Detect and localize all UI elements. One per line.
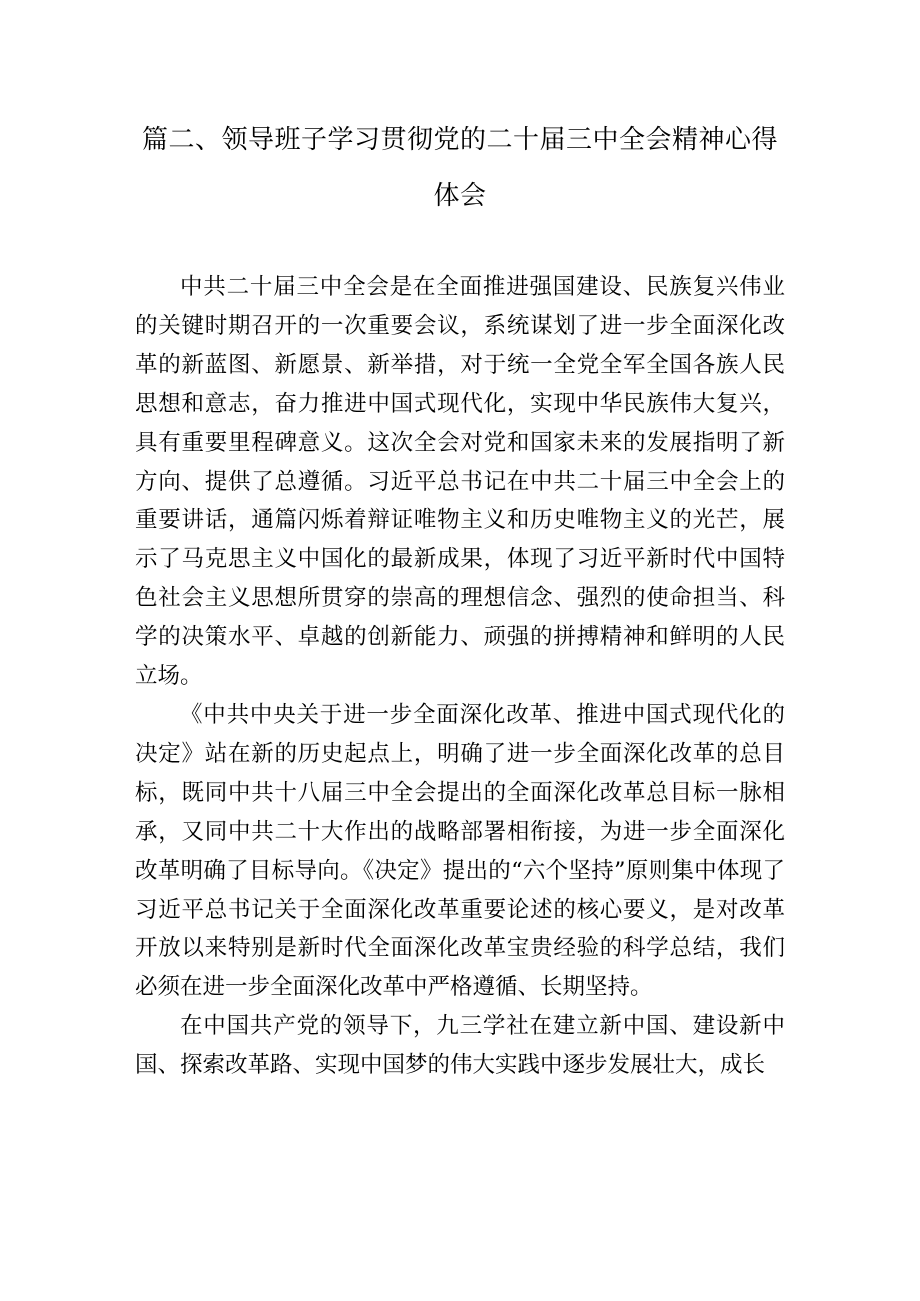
document-body bbox=[135, 268, 785, 1085]
paragraph: 在中国共产党的领导下，九三学社在建立新中国、建设新中国、探索改革路、实现中国梦的伟大实践中逐步发展壮大，成长 bbox=[135, 1013, 785, 1079]
paragraph: 《中共中央关于进一步全面深化改革、推进中国式现代化的决定》站在新的历史起点上，明确了进一步全面深化改革的总目标，既同中共十八届三中全会提出的全面深化改革总目标一脉相承，又同中共二十大作出的战略部署相衔接，为进一步全面深化改革明确了目标导向。《决定》提出的“六个坚持”原则集中体现了习近平总书记关于全面深化改革重要论述的核心要义，是对改革开放以来特别是新时代全面深化改革宝贵经验的科学总结，我们必须在进一步全面深化改革中严格遵循、长期坚持。 bbox=[135, 701, 785, 1001]
document-title: 篇二、领导班子学习贯彻党的二十届三中全会精神心得体会 bbox=[141, 125, 778, 211]
paragraph: 中共二十届三中全会是在全面推进强国建设、民族复兴伟业的关键时期召开的一次重要会议，系统谋划了进一步全面深化改革的新蓝图、新愿景、新举措，对于统一全党全军全国各族人民思想和意志，奋力推进中国式现代化，实现中华民族伟大复兴，具有重要里程碑意义。这次全会对党和国家未来的发展指明了新方向、提供了总遵循。习近平总书记在中共二十届三中全会上的重要讲话，通篇闪烁着辩证唯物主义和历史唯物主义的光芒，展示了马克思主义中国化的最新成果，体现了习近平新时代中国特色社会主义思想所贯穿的崇高的理想信念、强烈的使命担当、科学的决策水平、卓越的创新能力、顽强的拼搏精神和鲜明的人民立场。 bbox=[135, 274, 785, 690]
